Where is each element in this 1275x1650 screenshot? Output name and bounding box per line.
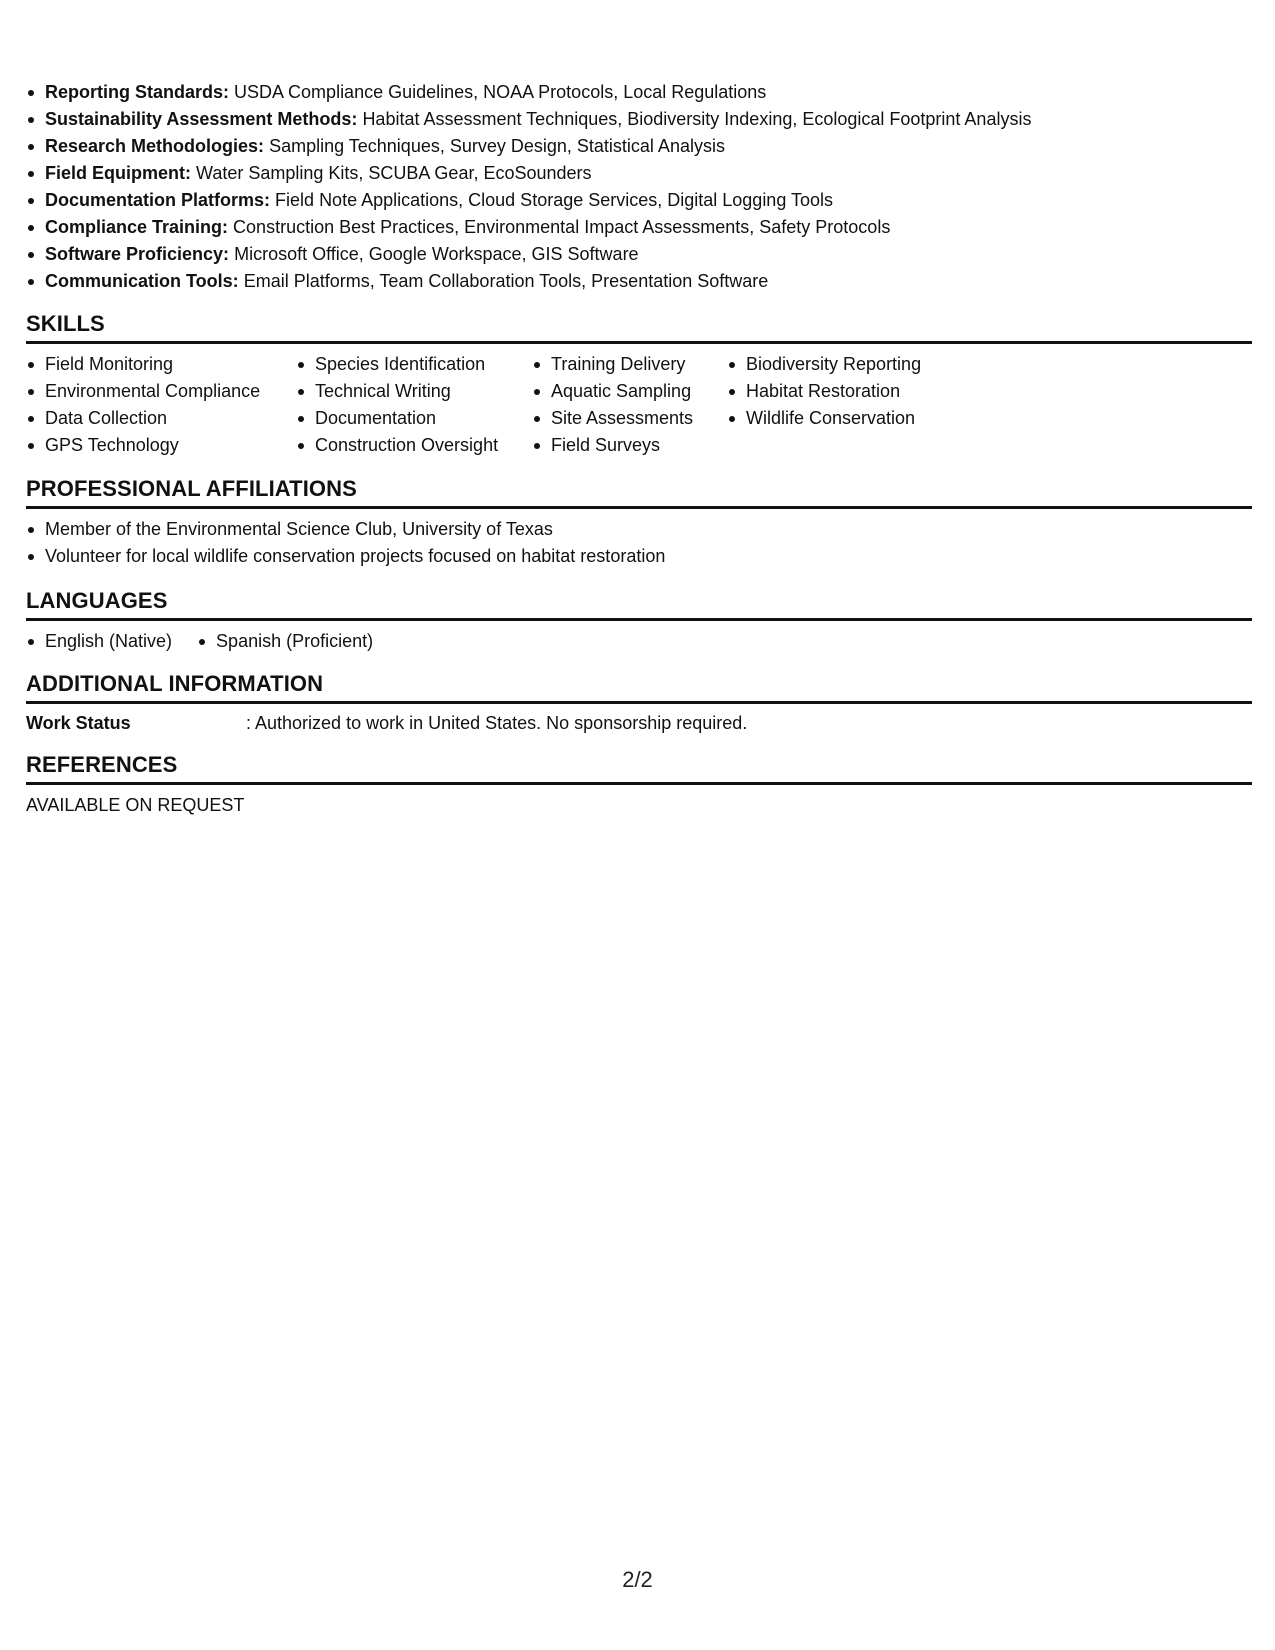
skill-item: Biodiversity Reporting bbox=[727, 351, 967, 378]
skills-column bbox=[727, 351, 967, 459]
list-item bbox=[26, 241, 1031, 268]
tool-category-label: Sustainability Assessment Methods: bbox=[45, 109, 358, 129]
list-item bbox=[26, 268, 1031, 295]
skill-item: Construction Oversight bbox=[296, 432, 532, 459]
list-item bbox=[26, 79, 1031, 106]
references-text: AVAILABLE ON REQUEST bbox=[26, 795, 245, 815]
tool-category-value: USDA Compliance Guidelines, NOAA Protocols, Local Regulations bbox=[234, 82, 767, 102]
list-item bbox=[26, 133, 1031, 160]
skill-item: Technical Writing bbox=[296, 378, 532, 405]
languages-list bbox=[26, 628, 1252, 655]
tool-category-label: Field Equipment: bbox=[45, 163, 191, 183]
section-heading: SKILLS bbox=[26, 311, 1252, 344]
section-heading: ADDITIONAL INFORMATION bbox=[26, 671, 1252, 704]
additional-info-section bbox=[26, 671, 1252, 737]
skill-item: Data Collection bbox=[26, 405, 296, 432]
list-item bbox=[26, 160, 1031, 187]
skills-column bbox=[296, 351, 532, 459]
skill-item: GPS Technology bbox=[26, 432, 296, 459]
skill-item: Habitat Restoration bbox=[727, 378, 967, 405]
skill-item: Aquatic Sampling bbox=[532, 378, 727, 405]
page-number: 2/2 bbox=[622, 1567, 653, 1592]
skills-grid bbox=[26, 351, 1252, 459]
affiliation-item: Volunteer for local wildlife conservation projects focused on habitat restoration bbox=[26, 543, 1252, 570]
skill-item: Field Surveys bbox=[532, 432, 727, 459]
tool-category-label: Reporting Standards: bbox=[45, 82, 230, 102]
affiliation-item: Member of the Environmental Science Club, University of Texas bbox=[26, 516, 1252, 543]
skill-item: Species Identification bbox=[296, 351, 532, 378]
tools-list bbox=[26, 79, 1031, 295]
tool-category-value: Construction Best Practices, Environmental Impact Assessments, Safety Protocols bbox=[233, 217, 891, 237]
section-heading: REFERENCES bbox=[26, 752, 1252, 785]
work-status-label: Work Status bbox=[26, 713, 131, 733]
tool-category-value: Email Platforms, Team Collaboration Tools, Presentation Software bbox=[243, 271, 769, 291]
tool-category-value: Water Sampling Kits, SCUBA Gear, EcoSounders bbox=[196, 163, 592, 183]
tool-category-label: Compliance Training: bbox=[45, 217, 229, 237]
tool-category-label: Research Methodologies: bbox=[45, 136, 265, 156]
tool-category-value: Habitat Assessment Techniques, Biodiversity Indexing, Ecological Footprint Analysis bbox=[362, 109, 1032, 129]
affiliations-list bbox=[26, 516, 1252, 570]
skills-column bbox=[26, 351, 296, 459]
work-status-row bbox=[26, 710, 1252, 737]
affiliations-section bbox=[26, 476, 1252, 570]
skill-item: Documentation bbox=[296, 405, 532, 432]
skills-section bbox=[26, 311, 1252, 459]
list-item bbox=[26, 187, 1031, 214]
tool-category-label: Documentation Platforms: bbox=[45, 190, 271, 210]
skill-item: Site Assessments bbox=[532, 405, 727, 432]
references-section bbox=[26, 752, 1252, 819]
skills-column bbox=[532, 351, 727, 459]
language-item: Spanish (Proficient) bbox=[197, 628, 373, 655]
tool-category-label: Communication Tools: bbox=[45, 271, 239, 291]
work-status-value: : Authorized to work in United States. No sponsorship required. bbox=[246, 713, 748, 733]
tool-category-label: Software Proficiency: bbox=[45, 244, 230, 264]
skill-item: Environmental Compliance bbox=[26, 378, 296, 405]
skill-item: Training Delivery bbox=[532, 351, 727, 378]
skill-item: Wildlife Conservation bbox=[727, 405, 967, 432]
section-heading: PROFESSIONAL AFFILIATIONS bbox=[26, 476, 1252, 509]
skill-item: Field Monitoring bbox=[26, 351, 296, 378]
languages-section bbox=[26, 588, 1252, 655]
list-item bbox=[26, 106, 1031, 133]
tool-category-value: Microsoft Office, Google Workspace, GIS Software bbox=[234, 244, 639, 264]
list-item bbox=[26, 214, 1031, 241]
tool-category-value: Field Note Applications, Cloud Storage Services, Digital Logging Tools bbox=[275, 190, 834, 210]
language-item: English (Native) bbox=[26, 628, 172, 655]
section-heading: LANGUAGES bbox=[26, 588, 1252, 621]
tool-category-value: Sampling Techniques, Survey Design, Statistical Analysis bbox=[269, 136, 725, 156]
